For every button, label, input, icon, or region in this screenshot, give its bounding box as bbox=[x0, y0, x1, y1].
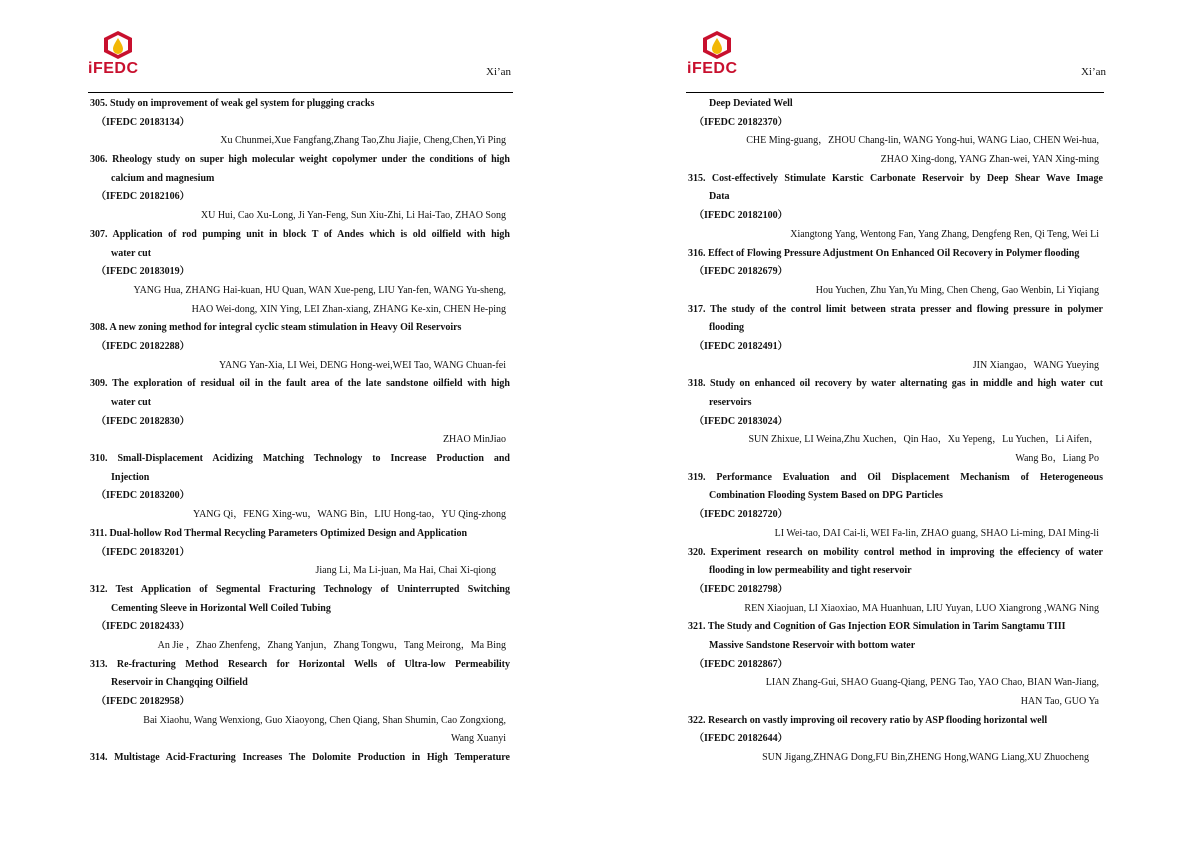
paper-code: （IFEDC 20183201） bbox=[96, 546, 190, 558]
left-content bbox=[90, 95, 510, 768]
paper-code: （IFEDC 20182720） bbox=[694, 509, 788, 521]
paper-authors: LIAN Zhang-Gui, SHAO Guang-Qiang, PENG Tao, YAO Chao, BIAN Wan-Jiang, bbox=[765, 677, 1099, 689]
paper-authors: HAN Tao, GUO Ya bbox=[1020, 696, 1099, 707]
header-city: Xi’an bbox=[486, 66, 512, 78]
paper-authors: Bai Xiaohu, Wang Wenxiong, Guo Xiaoyong, Chen Qiang, Shan Shumin, Cao Zongxiong, bbox=[143, 714, 506, 726]
paper-title: 309. The exploration of residual oil in the fault area of the late sandstone oilfield with high bbox=[90, 378, 510, 390]
paper-code: （IFEDC 20182100） bbox=[694, 210, 788, 222]
paper-title-continued: Reservoir in Changqing Oilfield bbox=[111, 677, 248, 689]
header-rule bbox=[88, 92, 513, 93]
paper-title-continued: water cut bbox=[111, 247, 152, 259]
paper-authors: HAO Wei-dong, XIN Ying, LEI Zhan-xiang, ZHANG Ke-xin, CHEN He-ping bbox=[191, 303, 506, 315]
paper-code: （IFEDC 20182679） bbox=[694, 266, 788, 278]
paper-title-continued: water cut bbox=[111, 397, 152, 408]
paper-code: （IFEDC 20182644） bbox=[694, 733, 788, 745]
ifedc-logo bbox=[687, 30, 747, 78]
paper-title: 310. Small-Displacement Acidizing Matching Technology to Increase Production and bbox=[90, 453, 510, 465]
paper-title: 319. Performance Evaluation and Oil Displacement Mechanism of Heterogeneous bbox=[688, 471, 1103, 483]
paper-title-continued: Deep Deviated Well bbox=[709, 98, 793, 109]
paper-authors: Wang Xuanyi bbox=[450, 733, 506, 745]
paper-title: 322. Research on vastly improving oil recovery ratio by ASP flooding horizontal well bbox=[688, 714, 1048, 726]
paper-title: 305. Study on improvement of weak gel system for plugging cracks bbox=[90, 98, 375, 109]
paper-title-continued: Data bbox=[709, 191, 730, 203]
paper-title: 316. Effect of Flowing Pressure Adjustment On Enhanced Oil Recovery in Polymer flooding bbox=[688, 247, 1080, 259]
paper-code: （IFEDC 20183134） bbox=[96, 116, 190, 128]
header-city: Xi’an bbox=[1080, 66, 1106, 78]
paper-authors: Xu Chunmei,Xue Fangfang,Zhang Tao,Zhu Jiajie, Cheng,Chen,Yi Ping bbox=[220, 135, 506, 147]
paper-title: 321. The Study and Cognition of Gas Injection EOR Simulation in Tarim Sangtamu TIII bbox=[688, 621, 1066, 633]
paper-code: （IFEDC 20182370） bbox=[694, 116, 788, 128]
paper-title: 307. Application of rod pumping unit in block T of Andes which is old oilfield with high bbox=[90, 228, 510, 240]
paper-code: （IFEDC 20182867） bbox=[694, 658, 788, 670]
ifedc-logo bbox=[88, 30, 148, 78]
right-content bbox=[688, 95, 1103, 768]
paper-authors: Wang Bo，Liang Po bbox=[1015, 453, 1099, 465]
paper-title: 320. Experiment research on mobility control method in improving the effeciency of water bbox=[688, 546, 1103, 558]
paper-title-continued: Massive Sandstone Reservoir with bottom water bbox=[709, 639, 916, 651]
paper-title: 315. Cost-effectively Stimulate Karstic Carbonate Reservoir by Deep Shear Wave Image bbox=[688, 172, 1103, 184]
paper-title: 318. Study on enhanced oil recovery by water alternating gas in middle and high water cut bbox=[688, 378, 1103, 390]
paper-authors: Hou Yuchen, Zhu Yan,Yu Ming, Chen Cheng, Gao Wenbin, Li Yiqiang bbox=[815, 284, 1099, 296]
paper-title-continued: calcium and magnesium bbox=[111, 172, 215, 184]
paper-code: （IFEDC 20182830） bbox=[96, 415, 190, 427]
paper-authors: LI Wei-tao, DAI Cai-li, WEI Fa-lin, ZHAO guang, SHAO Li-ming, DAI Ming-li bbox=[774, 527, 1099, 539]
paper-code: （IFEDC 20182433） bbox=[96, 621, 190, 633]
paper-title: 311. Dual-hollow Rod Thermal Recycling Parameters Optimized Design and Application bbox=[90, 527, 468, 539]
logo-wordmark: iFEDC bbox=[687, 60, 738, 77]
paper-authors: YANG Qi，FENG Xing-wu，WANG Bin，LIU Hong-tao，YU Qing-zhong bbox=[192, 509, 506, 521]
paper-authors: An Jie ，Zhao Zhenfeng，Zhang Yanjun，Zhang Tongwu，Tang Meirong，Ma Bing bbox=[157, 639, 506, 651]
paper-authors: YANG Yan-Xia, LI Wei, DENG Hong-wei,WEI Tao, WANG Chuan-fei bbox=[218, 359, 506, 371]
paper-title-continued: Cementing Sleeve in Horizontal Well Coiled Tubing bbox=[111, 602, 331, 614]
paper-authors: SUN Jigang,ZHNAG Dong,FU Bin,ZHENG Hong,WANG Liang,XU Zhuocheng bbox=[762, 752, 1089, 764]
paper-code: （IFEDC 20183024） bbox=[694, 415, 788, 427]
paper-authors: SUN Zhixue, LI Weina,Zhu Xuchen，Qin Hao，Xu Yepeng，Lu Yuchen，Li Aifen， bbox=[748, 434, 1099, 446]
paper-code: （IFEDC 20183019） bbox=[96, 266, 190, 278]
paper-code: （IFEDC 20182106） bbox=[96, 191, 190, 203]
logo-wordmark: iFEDC bbox=[88, 60, 139, 77]
paper-authors: Jiang Li, Ma Li-juan, Ma Hai, Chai Xi-qiong bbox=[315, 565, 496, 577]
paper-title-continued: Combination Flooding System Based on DPG Particles bbox=[709, 490, 943, 502]
paper-title: 317. The study of the control limit between strata presser and flowing pressure in polymer bbox=[688, 303, 1103, 315]
paper-title-continued: flooding bbox=[709, 322, 745, 334]
paper-authors: YANG Hua, ZHANG Hai-kuan, HU Quan, WAN Xue-peng, LIU Yan-fen, WANG Yu-sheng, bbox=[133, 284, 506, 296]
paper-authors: ZHAO Xing-dong, YANG Zhan-wei, YAN Xing-ming bbox=[880, 154, 1099, 166]
paper-title-continued: flooding in low permeability and tight reservoir bbox=[709, 565, 912, 577]
header-rule bbox=[686, 92, 1104, 93]
paper-authors: REN Xiaojuan, LI Xiaoxiao, MA Huanhuan, LIU Yuyan, LUO Xiangrong ,WANG Ning bbox=[744, 602, 1099, 614]
paper-authors: CHE Ming-guang，ZHOU Chang-lin, WANG Yong-hui, WANG Liao, CHEN Wei-hua, bbox=[746, 135, 1099, 147]
paper-code: （IFEDC 20183200） bbox=[96, 490, 190, 502]
paper-code: （IFEDC 20182491） bbox=[694, 340, 788, 352]
paper-authors: XU Hui, Cao Xu-Long, Ji Yan-Feng, Sun Xiu-Zhi, Li Hai-Tao, ZHAO Song bbox=[200, 210, 506, 222]
paper-title: 314. Multistage Acid-Fracturing Increases The Dolomite Production in High Temperature bbox=[90, 752, 510, 764]
paper-title: 308. A new zoning method for integral cyclic steam stimulation in Heavy Oil Reservoirs bbox=[90, 322, 462, 334]
paper-title-continued: Injection bbox=[111, 471, 150, 483]
paper-code: （IFEDC 20182288） bbox=[96, 340, 190, 352]
paper-title-continued: reservoirs bbox=[709, 397, 752, 408]
paper-title: 312. Test Application of Segmental Fracturing Technology of Uninterrupted Switching bbox=[90, 583, 510, 595]
paper-authors: Xiangtong Yang, Wentong Fan, Yang Zhang, Dengfeng Ren, Qi Teng, Wei Li bbox=[790, 228, 1099, 240]
paper-authors: JIN Xiangao，WANG Yueying bbox=[972, 359, 1099, 371]
paper-code: （IFEDC 20182958） bbox=[96, 696, 190, 707]
paper-title: 306. Rheology study on super high molecular weight copolymer under the conditions of high bbox=[90, 154, 510, 166]
paper-authors: ZHAO MinJiao bbox=[442, 434, 506, 446]
paper-code: （IFEDC 20182798） bbox=[694, 583, 788, 595]
right-page bbox=[596, 0, 1192, 842]
paper-title: 313. Re-fracturing Method Research for Horizontal Wells of Ultra-low Permeability bbox=[90, 658, 510, 670]
oil-drop-icon bbox=[700, 30, 734, 60]
oil-drop-icon bbox=[101, 30, 135, 60]
